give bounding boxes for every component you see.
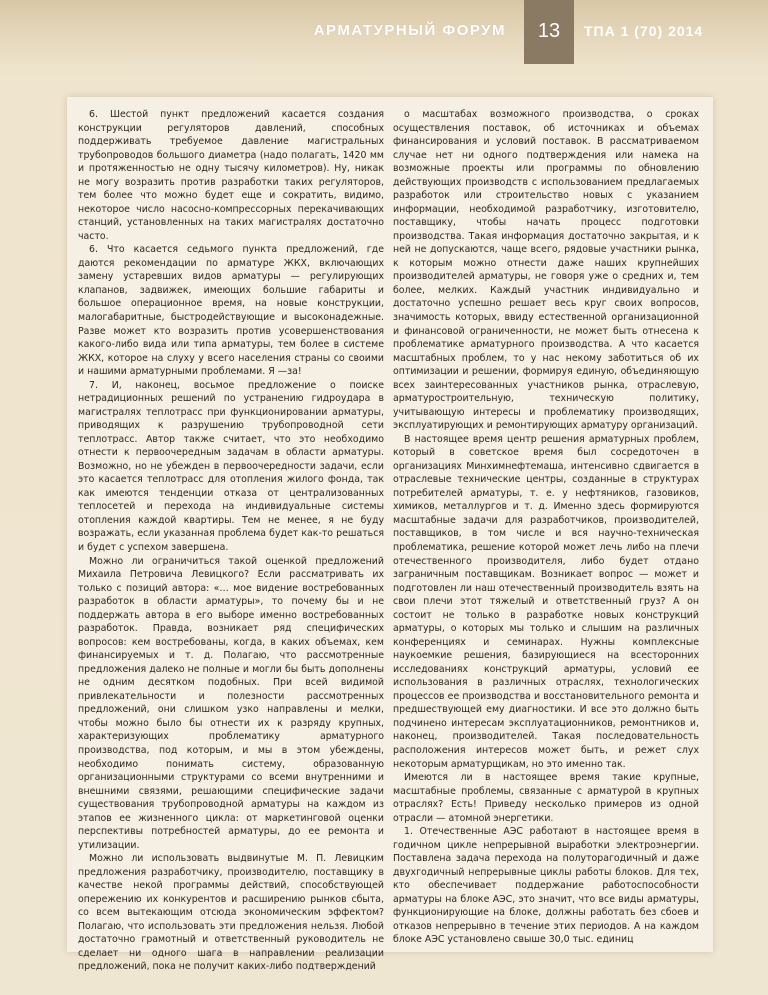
page-header — [0, 0, 768, 64]
page-number: 13 — [537, 20, 561, 42]
paragraph: Можно ли ограничиться такой оценкой предложений Михаила Петровича Левицкого? Если рассматривать их только с позиций автора: «… мое видение востребованных разработок в области арматуры», то почему бы и не поддержать автора в его выборе именно востребованных разработок. Правда, возникает ряд специфических вопросов: кем востребованы, когда, в каких объемах, кем финансируемых и т. д. Полагаю, что рассмотренные предложения далеко не полные и могли бы быть дополнены не одним десятком подобных. При всей видимой привлекательности и полезности рассмотренных предложений, они слишком узко направлены и мелки, чтобы можно было бы отнести их к разряду крупных, характеризующих проблематику арматурного производства, под которым, и мы в этом убеждены, необходимо понимать систему, образованную организационными структурами со всеми внутренними и внешними связями, решающими специфические задачи существования трубопроводной арматуры на каждом из этапов ее жизненного цикла: от маркетинговой оценки перспективы потребностей арматуры, до ее ремонта и утилизации. — [78, 555, 384, 851]
paragraph: 6. Шестой пункт предложений касается создания конструкции регуляторов давлений, способных поддерживать требуемое давление магистральных трубопроводов большого диаметра (надо полагать, 1420 мм и протяженностью не одну тысячу километров). Ну, никак не могу возразить против разработки таких регуляторов, тем более что можно будет еще и сократить, видимо, некоторое число насосно-компрессорных перекачивающих станций, установленных на таких магистралях достаточно часто. — [78, 109, 384, 242]
article-left-column — [78, 108, 384, 974]
issue-label: ТПА 1 (70) 2014 — [584, 23, 704, 39]
paragraph: о масштабах возможного производства, о сроках осуществления поставок, об источниках и объемах финансирования и условий поставок. В рассматриваемом случае нет ни одного подтверждения или намека на возможные проекты или программы по обновлению действующих производств с использованием предлагаемых разработок или строительство новых с указанием информации, необходимой разработчику, изготовителю, поставщику, чтобы начать процесс подготовки производства. Такая информация достаточно закрытая, и к ней не допускаются, чаще всего, рядовые участники рынка, к которым можно отнести даже наших крупнейших производителей арматуры, не говоря уже о средних и, тем более, мелких. Каждый участник индивидуально и достаточно успешно решает весь круг своих вопросов, значимость которых, ввиду естественной организационной и финансовой ограниченности, не может быть отнесена к проблематике арматурного производства. А что касается масштабных проблем, то у нас некому заботиться об их оптимизации и решении, формируя единую, объединяющую всех заинтересованных участников рынка, отраслевую, арматуростроительную, техническую политику, учитывающую интересы и проблематику производящих, эксплуатирующих и ремонтирующих арматуру организаций. — [393, 109, 699, 432]
section-title: АРМАТУРНЫЙ ФОРУМ — [313, 22, 506, 39]
paragraph: Имеются ли в настоящее время такие крупные, масштабные проблемы, связанные с арматурой в крупных отраслях? Есть! Приведу несколько примеров из одной отрасли — атомной энергетики. — [393, 772, 699, 824]
page-number-tab — [524, 0, 574, 64]
paragraph: 6. Что касается седьмого пункта предложений, где даются рекомендации по арматуре ЖКХ, включающих замену устаревших видов арматуры — регулирующих клапанов, задвижек, имеющих большие габариты и большое операционное время, на новые конструкции, малогабаритные, быстродействующие и высоконадежные. Разве может кто возразить против усовершенствования какого-либо вида или типа арматуры, тем более в системе ЖКХ, которое на слуху у всего населения страны со своими и нашими арматурными проблемами. Я —за! — [78, 244, 384, 378]
paragraph: 7. И, наконец, восьмое предложение о поиске нетрадиционных решений по устранению гидроудара в магистралях теплотрасс при функционировании арматуры, приводящих к разрушению трубопроводной сети теплотрасс. Автор также считает, что это необходимо отнести к первоочередным задачам в области арматуры. Возможно, но не убежден в первоочередности задачи, если это касается теплотрасс для отопления жилого фонда, так как имеются тенденции отказа от централизованных теплосетей и перехода на индивидуальные системы отопления каждой квартиры. Тем не менее, я не буду возражать, если указанная проблема будет как-то решаться и будет с успехом завершена. — [78, 379, 384, 553]
paragraph: В настоящее время центр решения арматурных проблем, который в советское время был сосредоточен в организациях Минхимнефтемаша, интенсивно сдвигается в отраслевые технические центры, созданные в структурах потребителей арматуры, т. е. у нефтяников, газовиков, химиков, металлургов и т. д. Именно здесь формируются масштабные задачи для разработчиков, производителей, поставщиков, в том числе и вся научно-техническая проблематика, решение которой может лечь либо на плечи отечественного производителя, либо будет отдано заграничным поставщикам. Возникает вопрос — может и подготовлен ли наш отечественный производитель взять на свои плечи этот тяжелый и ответственный груз? А он состоит не только в разработке новых конструкций арматуры, о которых мы только и слышим на различных конференциях и семинарах. Нужны комплексные наукоемкие решения, базирующиеся на всесторонних исследованиях конструкций арматуры, условий ее использования в различных отраслях, технологических процессов ее производства и восстановительного ремонта и предшествующей ему диагностики. И все это должно быть подчинено интересам эксплуатационников, ремонтников и, наконец, производителей. Такая последовательность расположения интересов может быть, и режет слух некоторым арматурщикам, но это именно так. — [393, 433, 699, 770]
paragraph: Можно ли использовать выдвинутые М. П. Левицким предложения разработчику, производителю, поставщику в качестве некой программы действий, способствующей опережению их конкурентов и расширению рынков сбыта, со всем вытекающим отсюда экономическим эффектом? Полагаю, что использовать эти предложения нельзя. Любой достаточно грамотный и ответственный руководитель не сделает ни одного шага в направлении реализации предложений, пока не получит каких-либо подтверждений — [78, 853, 384, 973]
paragraph: 1. Отечественные АЭС работают в настоящее время в годичном цикле непрерывной выработки электроэнергии. Поставлена задача перехода на полуторагодичный и даже двухгодичный непрерывные циклы работы блоков. Для тех, кто обеспечивает поддержание работоспособности арматуры на блоке АЭС, это значит, что все виды арматуры, функционирующие на блоке, должны работать без сбоев и отказов непрерывно в течение этих периодов. А на каждом блоке АЭС установлено свыше 30,0 тыс. единиц — [393, 826, 699, 946]
article-right-column — [393, 108, 699, 947]
